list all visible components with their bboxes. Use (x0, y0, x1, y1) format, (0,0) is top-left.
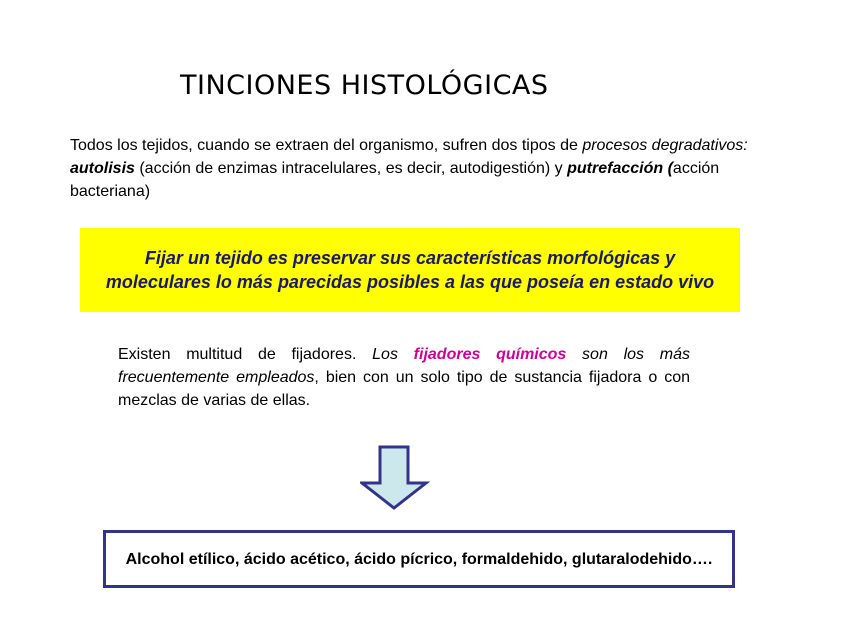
term-putrefaccion: putrefacción ( (567, 160, 673, 177)
fixatives-list: Alcohol etílico, ácido acético, ácido pícrico, formaldehido, glutaralodehido…. (125, 550, 713, 568)
fixers-text-1: Existen multitud de fijadores. (118, 346, 373, 363)
intro-italic-term: procesos degradativos: (582, 137, 748, 154)
term-autolisis: autolisis (70, 160, 135, 177)
definition-callout (80, 228, 740, 312)
fixers-italic-2: son los más frecuentemente empleados (118, 346, 690, 386)
fixers-paragraph (118, 343, 690, 412)
fixers-italic-1: Los (372, 346, 414, 363)
intro-text-2: (acción de enzimas intracelulares, es decir, autodigestión) y (134, 160, 568, 177)
fixatives-box (103, 530, 735, 588)
slide-title: TINCIONES HISTOLÓGICAS (180, 70, 549, 101)
term-fijadores-quimicos: fijadores químicos (413, 346, 567, 363)
fixers-text-2: , bien con un solo tipo de sustancia fijadora o con mezclas de varias de ellas. (118, 369, 691, 409)
intro-paragraph (70, 134, 800, 203)
down-arrow-icon (360, 445, 430, 511)
intro-text-1: Todos los tejidos, cuando se extraen del organismo, sufren dos tipos de (70, 137, 583, 154)
callout-text: Fijar un tejido es preservar sus características morfológicas y moleculares lo más parecidas posibles a las que poseía en estado vivo (105, 248, 715, 292)
intro-text-3: acción bacteriana) (70, 160, 720, 200)
